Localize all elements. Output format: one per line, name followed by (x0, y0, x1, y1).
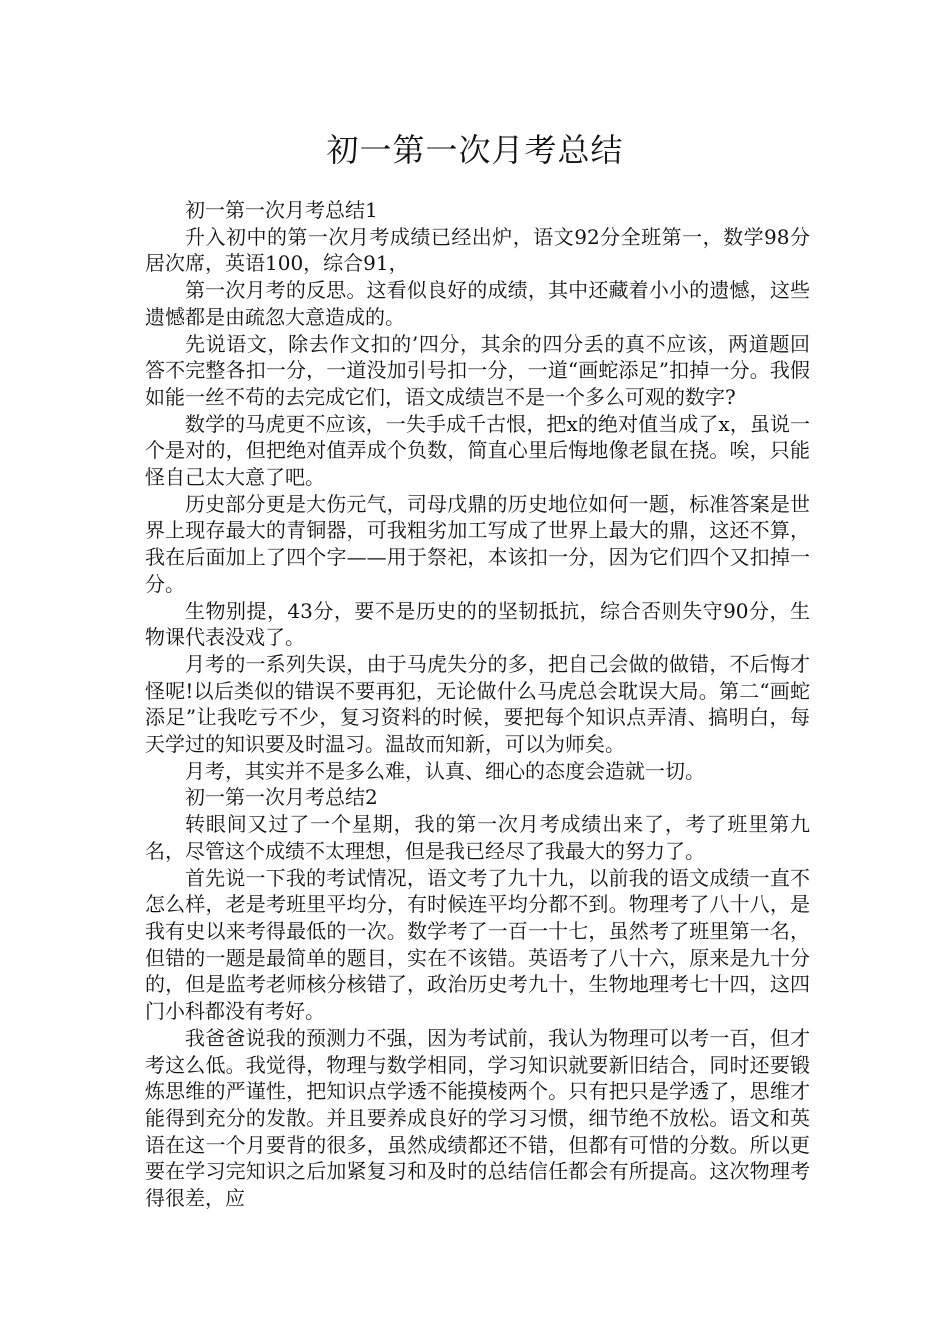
paragraph: 转眼间又过了一个星期，我的第一次月考成绩出来了，考了班里第九名，尽管这个成绩不太理想，但是我已经尽了我最大的努力了。 (145, 812, 810, 863)
document-title: 初一第一次月考总结 (326, 131, 624, 169)
paragraph: 第一次月考的反思。这看似良好的成绩，其中还藏着小小的遗憾，这些遗憾都是由疏忽大意造成的。 (145, 278, 810, 329)
paragraph: 生物别提，43分，要不是历史的的坚韧抵抗，综合否则失守90分，生物课代表没戏了。 (145, 598, 810, 650)
paragraph: 首先说一下我的考试情况，语文考了九十九，以前我的语文成绩一直不怎么样，老是考班里平均分，有时候连平均分都不到。物理考了八十八，是我有史以来考得最低的一次。数学考了一百一十七，虽然考了班里第一名，但错的一题是最简单的题目，实在不该错。英语考了八十六，原来是九十分的，但是监考老师核分核错了，政治历史考九十，生物地理考七十四，这四门小科都没有考好。 (145, 865, 810, 1024)
paragraph: 先说语文，除去作文扣的’四分，其余的四分丢的真不应该，两道题回答不完整各扣一分，一道没加引号扣一分，一道“画蛇添足”扣掉一分。我假如能一丝不苟的去完成它们，语文成绩岂不是一个多么可观的数字? (145, 331, 810, 409)
document-body (145, 197, 810, 1212)
paragraph: 月考，其实并不是多么难，认真、细心的态度会造就一切。 (185, 758, 705, 783)
section-heading: 初一第一次月考总结2 (185, 785, 378, 810)
paragraph: 月考的一系列失误，由于马虎失分的多，把自己会做的做错，不后悔才怪呢!以后类似的错误不要再犯，无论做什么马虎总会耽误大局。第二“画蛇添足”让我吃亏不少，复习资料的时候，要把每个知识点弄清、搞明白，每天学过的知识要及时温习。温故而知新，可以为师矣。 (145, 651, 810, 757)
section-heading: 初一第一次月考总结1 (185, 198, 378, 222)
paragraph: 历史部分更是大伤元气，司母戊鼎的历史地位如何一题，标准答案是世界上现存最大的青铜器，可我粗劣加工写成了世界上最大的鼎，这还不算，我在后面加上了四个字——用于祭祀，本该扣一分，因为它们四个又扣掉一分。 (145, 491, 810, 596)
paragraph: 升入初中的第一次月考成绩已经出炉，语文92分全班第一，数学98分居次席，英语100，综合91， (145, 224, 810, 276)
paragraph: 数学的马虎更不应该，一失手成千古恨，把x的绝对值当成了x，虽说一个是对的，但把绝对值弄成个负数，简直心里后悔地像老鼠在挠。唉，只能怪自己太大意了吧。 (145, 411, 810, 490)
paragraph: 我爸爸说我的预测力不强，因为考试前，我认为物理可以考一百，但才考这么低。我觉得，物理与数学相同，学习知识就要新旧结合，同时还要锻炼思维的严谨性，把知识点学透不能摸棱两个。只有把只是学透了，思维才能得到充分的发散。并且要养成良好的学习习惯，细节绝不放松。语文和英语在这一个月要背的很多，虽然成绩都还不错，但都有可惜的分数。所以更要在学习完知识之后加紧复习和及时的总结信任都会有所提高。这次物理考得很差，应 (145, 1025, 810, 1211)
